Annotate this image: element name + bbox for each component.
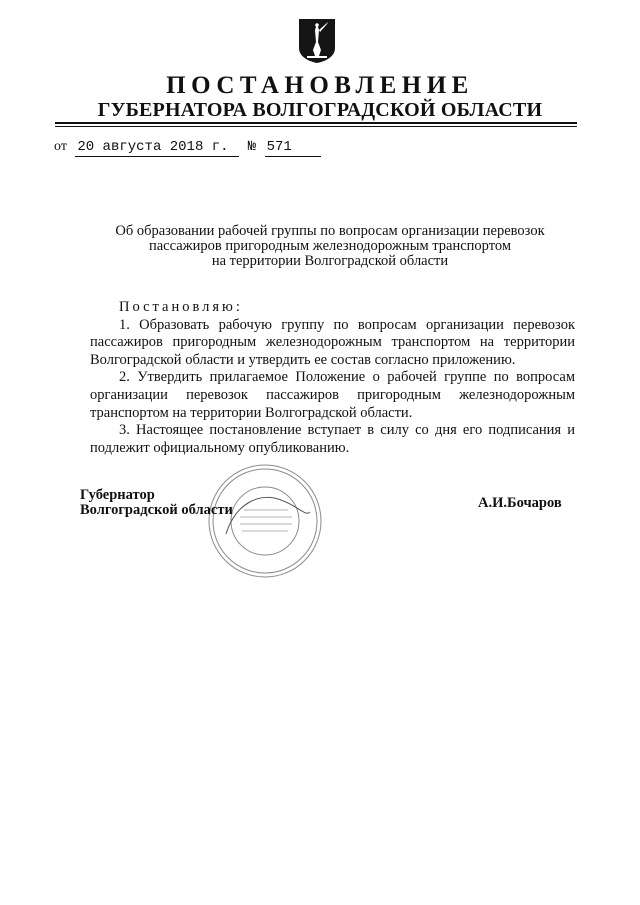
document-title: ПОСТАНОВЛЕНИЕ xyxy=(166,72,474,99)
subject-line: пассажиров пригородным железнодорожным транспортом xyxy=(148,238,512,254)
date-number-line xyxy=(54,138,321,157)
body-paragraph: 2. Утвердить прилагаемое Положение о рабочей группе по вопросам организации перевозок пассажиров пригородным железнодорожным транспортом на территории Волгоградской области. xyxy=(90,369,575,421)
date-prefix: от xyxy=(54,139,67,154)
position-line: Волгоградской области xyxy=(80,502,233,518)
number-sign: № xyxy=(247,139,257,155)
document-number: 571 xyxy=(265,138,321,157)
resolve-heading: Постановляю: xyxy=(119,299,243,315)
document-subject xyxy=(90,224,570,269)
document-body xyxy=(90,299,575,457)
document-date: 20 августа 2018 г. xyxy=(75,138,239,157)
subject-line: на территории Волгоградской области xyxy=(211,253,449,269)
header-rule-thin xyxy=(55,126,577,127)
header-rule-thick xyxy=(55,122,577,124)
body-paragraph: 3. Настоящее постановление вступает в силу со дня его подписания и подлежит официальному опубликованию. xyxy=(90,422,575,456)
document-subtitle: ГУБЕРНАТОРА ВОЛГОГРАДСКОЙ ОБЛАСТИ xyxy=(97,99,543,121)
subject-line: Об образовании рабочей группы по вопросам организации перевозок xyxy=(115,223,545,239)
signatory-name: А.И.Бочаров xyxy=(478,495,562,511)
position-line: Губернатор xyxy=(80,487,155,503)
official-round-seal-icon xyxy=(206,462,324,580)
signatory-position xyxy=(80,488,233,518)
volgograd-coat-of-arms-icon xyxy=(297,18,337,64)
body-paragraph: 1. Образовать рабочую группу по вопросам организации перевозок пассажиров пригородным железнодорожным транспортом на территории Волгоградской области и утвердить ее состав согласно приложению. xyxy=(90,316,575,368)
